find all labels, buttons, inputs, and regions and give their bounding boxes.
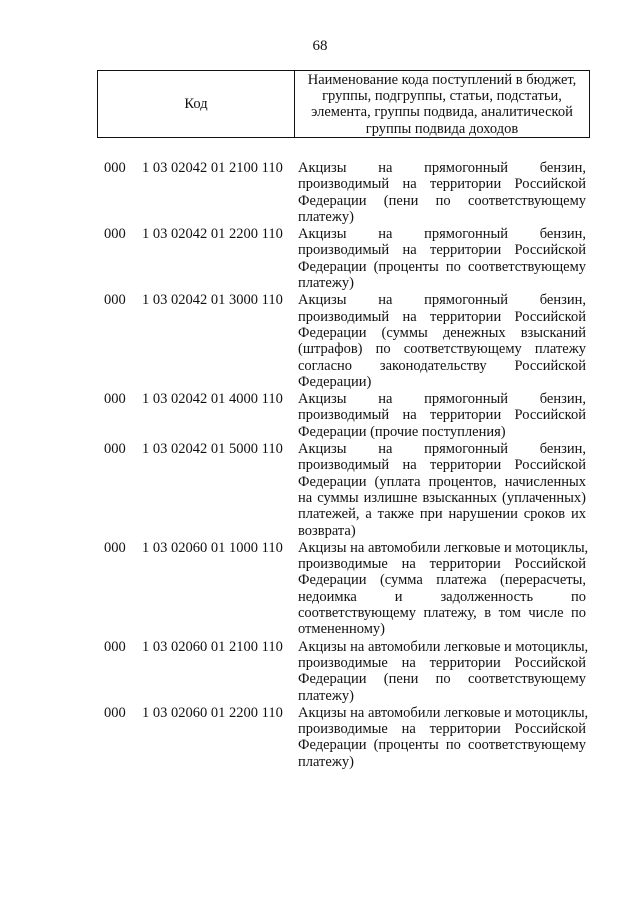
header-name-line: группы подвида доходов: [365, 120, 519, 137]
description-line: Акцизы на прямогонный бензин,: [298, 292, 586, 309]
description-line: согласно законодательству Российской: [298, 357, 586, 374]
admin-code: 000: [104, 226, 126, 243]
description-line: возврата): [298, 522, 356, 539]
admin-code: 000: [104, 539, 126, 556]
header-code-label: Код: [184, 95, 208, 112]
admin-code: 000: [104, 160, 126, 176]
header-name-line: группы, подгруппы, статьи, подстатьи,: [322, 88, 562, 105]
table-row: [0, 540, 640, 638]
description-line: производимый на территории Российской: [298, 407, 586, 424]
description-line: Федерации (сумма платежа (перерасчеты,: [298, 572, 586, 589]
admin-code: 000: [104, 704, 126, 721]
header-code-column: [98, 71, 295, 137]
table-row: [0, 391, 640, 440]
revenue-description: [298, 704, 589, 770]
description-line: Федерации (проценты по соответствующему: [298, 258, 586, 275]
description-line: производимый на территории Российской: [298, 308, 586, 325]
description-line: Федерации (проценты по соответствующему: [298, 737, 586, 754]
description-line: Акцизы на автомобили легковые и мотоциклы,: [298, 539, 589, 556]
revenue-description: [298, 391, 586, 440]
revenue-description: [298, 441, 586, 539]
header-name-column: [295, 71, 589, 137]
revenue-description: [298, 292, 586, 390]
description-line: Акцизы на прямогонный бензин,: [298, 160, 586, 176]
revenue-description: [298, 539, 589, 638]
revenue-description: [298, 226, 586, 291]
revenue-code: 1 03 02060 01 2100 110: [142, 638, 283, 655]
revenue-code: 1 03 02042 01 2100 110: [142, 160, 283, 176]
description-line: недоимка и задолженность по: [298, 588, 586, 605]
description-line: Федерации (пени по соответствующему: [298, 192, 586, 209]
description-line: платежу): [298, 687, 354, 704]
revenue-code: 1 03 02042 01 2200 110: [142, 226, 283, 243]
description-line: Акцизы на автомобили легковые и мотоциклы,: [298, 704, 589, 721]
description-line: производимый на территории Российской: [298, 457, 586, 474]
table-row: [0, 160, 640, 225]
description-line: производимые на территории Российской: [298, 721, 586, 738]
description-line: на суммы излишне взысканных (уплаченных): [298, 489, 586, 506]
table-body: [0, 160, 640, 770]
description-line: производимый на территории Российской: [298, 176, 586, 193]
description-line: платежу): [298, 275, 354, 292]
admin-code: 000: [104, 441, 126, 458]
header-name-line: Наименование кода поступлений в бюджет,: [307, 72, 577, 88]
revenue-code: 1 03 02042 01 4000 110: [142, 391, 283, 408]
description-line: соответствующему платежу, в том числе по: [298, 605, 586, 622]
description-line: производимые на территории Российской: [298, 556, 586, 573]
description-line: платежу): [298, 208, 354, 225]
header-name-line: элемента, группы подвида, аналитической: [311, 104, 573, 121]
table-row: [0, 705, 640, 770]
revenue-description: [298, 160, 586, 225]
revenue-code: 1 03 02060 01 2200 110: [142, 704, 283, 721]
description-line: Акцизы на прямогонный бензин,: [298, 226, 586, 243]
admin-code: 000: [104, 391, 126, 408]
revenue-description: [298, 638, 589, 704]
revenue-code: 1 03 02060 01 1000 110: [142, 539, 283, 556]
description-line: производимые на территории Российской: [298, 654, 586, 671]
admin-code: 000: [104, 638, 126, 655]
admin-code: 000: [104, 292, 126, 309]
table-row: [0, 441, 640, 539]
description-line: Федерации): [298, 373, 372, 390]
page-number: 68: [312, 38, 328, 54]
description-line: платежу): [298, 753, 354, 770]
table-header: [97, 70, 590, 138]
revenue-code: 1 03 02042 01 3000 110: [142, 292, 283, 309]
table-row: [0, 639, 640, 704]
description-line: производимый на территории Российской: [298, 242, 586, 259]
description-line: Федерации (суммы денежных взысканий: [298, 324, 586, 341]
description-line: отмененному): [298, 621, 385, 638]
description-line: Акцизы на автомобили легковые и мотоциклы,: [298, 638, 589, 655]
description-line: Акцизы на прямогонный бензин,: [298, 441, 586, 458]
description-line: платежей, а также при нарушении сроков их: [298, 506, 586, 523]
description-line: Акцизы на прямогонный бензин,: [298, 391, 586, 408]
description-line: Федерации (пени по соответствующему: [298, 671, 586, 688]
description-line: Федерации (уплата процентов, начисленных: [298, 473, 586, 490]
description-line: Федерации (прочие поступления): [298, 423, 506, 440]
table-row: [0, 226, 640, 291]
table-row: [0, 292, 640, 390]
description-line: (штрафов) по соответствующему платежу: [298, 341, 586, 358]
revenue-code: 1 03 02042 01 5000 110: [142, 441, 283, 458]
